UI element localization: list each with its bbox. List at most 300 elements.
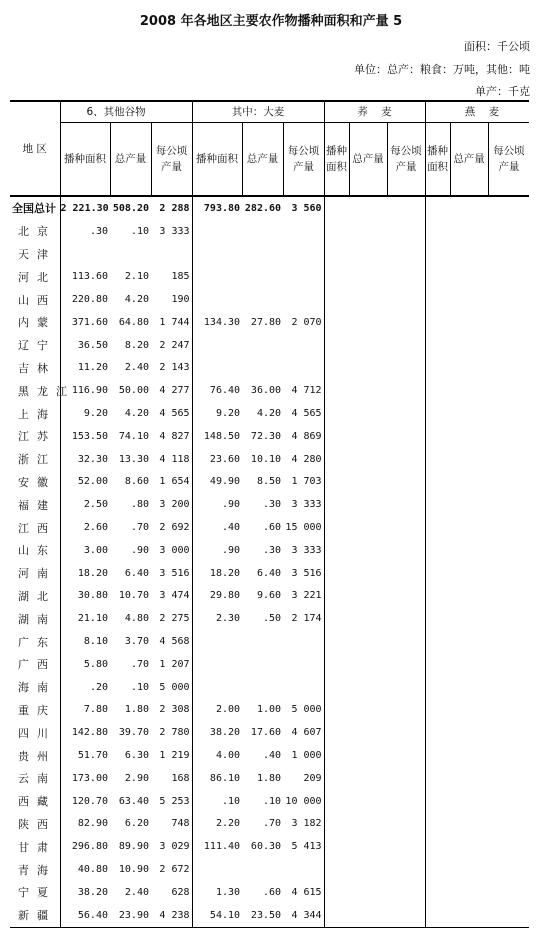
cell-empty bbox=[324, 630, 349, 653]
cell-b-yield: 4 344 bbox=[283, 904, 324, 927]
cell-b-area bbox=[192, 653, 242, 676]
cell-empty bbox=[387, 425, 425, 448]
table-row bbox=[10, 813, 529, 836]
cell-b-area: 2.00 bbox=[192, 699, 242, 722]
cell-empty bbox=[488, 585, 529, 608]
cell-o-yield: 3 474 bbox=[159, 590, 190, 602]
cell-o-yield: 190 bbox=[171, 294, 190, 306]
cell-b-yield: 1 703 bbox=[291, 476, 322, 488]
cell-b-out bbox=[242, 334, 283, 357]
cell-empty bbox=[425, 379, 450, 402]
table-row bbox=[10, 243, 529, 266]
table-row bbox=[10, 835, 529, 858]
cell-b-yield bbox=[283, 334, 324, 357]
table-row bbox=[10, 653, 529, 676]
cell-empty bbox=[324, 357, 349, 380]
cell-empty bbox=[450, 699, 488, 722]
cell-empty bbox=[387, 699, 425, 722]
cell-o-yield: 3 029 bbox=[159, 841, 190, 853]
cell-empty bbox=[450, 379, 488, 402]
cell-o-yield: 748 bbox=[171, 818, 190, 830]
cell-b-out: 10.10 bbox=[250, 453, 282, 465]
table-row bbox=[10, 858, 529, 881]
cell-empty bbox=[450, 196, 488, 220]
cell-b-yield: 1 000 bbox=[291, 750, 322, 762]
cell-o-yield: 3 333 bbox=[159, 225, 190, 237]
cell-empty bbox=[324, 448, 349, 471]
cell-o-yield: 4 277 bbox=[159, 385, 190, 397]
cell-o-area: 18.20 bbox=[60, 562, 110, 585]
cell-o-area: .20 bbox=[60, 676, 110, 699]
cell-b-out: 27.80 bbox=[250, 316, 282, 328]
cell-o-out: 508.20 bbox=[112, 202, 149, 214]
cell-b-out: .60 bbox=[262, 886, 282, 898]
cell-o-area: 52.00 bbox=[60, 471, 110, 494]
cell-b-yield: 5 000 bbox=[291, 704, 322, 716]
cell-o-yield: 4 118 bbox=[159, 453, 190, 465]
table-row bbox=[10, 265, 529, 288]
cell-empty bbox=[387, 607, 425, 630]
cell-b-area bbox=[192, 265, 242, 288]
cell-empty bbox=[488, 196, 529, 220]
cell-empty bbox=[488, 288, 529, 311]
table-row bbox=[10, 630, 529, 653]
cell-b-yield bbox=[283, 630, 324, 653]
cell-empty bbox=[324, 813, 349, 836]
cell-o-yield: 185 bbox=[171, 271, 190, 283]
col-header-buckwheat-area: 播种面积 bbox=[324, 123, 349, 197]
cell-empty bbox=[450, 881, 488, 904]
cell-empty bbox=[488, 334, 529, 357]
region-header: 地 区 bbox=[10, 101, 60, 196]
region-cell: 宁夏 bbox=[18, 886, 56, 900]
cell-empty bbox=[324, 744, 349, 767]
cell-o-out: 4.80 bbox=[124, 613, 149, 625]
cell-empty bbox=[450, 288, 488, 311]
cell-b-yield: 3 182 bbox=[291, 818, 322, 830]
cell-empty bbox=[488, 311, 529, 334]
cell-o-out: 2.40 bbox=[124, 886, 149, 898]
cell-o-area: 56.40 bbox=[60, 904, 110, 927]
cell-b-yield bbox=[283, 357, 324, 380]
cell-o-out: 2.90 bbox=[124, 772, 149, 784]
cell-empty bbox=[450, 585, 488, 608]
cell-o-yield: 4 827 bbox=[159, 430, 190, 442]
cell-empty bbox=[349, 196, 387, 220]
table-row bbox=[10, 493, 529, 516]
region-cell: 四川 bbox=[18, 726, 56, 740]
cell-empty bbox=[450, 357, 488, 380]
cell-empty bbox=[387, 288, 425, 311]
cell-empty bbox=[387, 653, 425, 676]
crop-table bbox=[10, 100, 529, 928]
cell-empty bbox=[349, 448, 387, 471]
cell-b-yield: 10 000 bbox=[285, 795, 322, 807]
cell-o-area bbox=[60, 243, 110, 266]
table-row bbox=[10, 904, 529, 927]
cell-empty bbox=[349, 402, 387, 425]
cell-empty bbox=[425, 425, 450, 448]
cell-b-area: 1.30 bbox=[192, 881, 242, 904]
cell-o-out: 74.10 bbox=[118, 430, 149, 442]
cell-b-yield bbox=[283, 653, 324, 676]
cell-empty bbox=[450, 425, 488, 448]
region-cell: 湖南 bbox=[18, 612, 56, 626]
cell-empty bbox=[349, 493, 387, 516]
cell-empty bbox=[349, 607, 387, 630]
cell-empty bbox=[488, 402, 529, 425]
table-row bbox=[10, 357, 529, 380]
cell-empty bbox=[450, 721, 488, 744]
cell-o-yield: 2 692 bbox=[159, 522, 190, 534]
table-row bbox=[10, 288, 529, 311]
cell-b-yield: 4 280 bbox=[291, 453, 322, 465]
col-header-barley-area: 播种面积 bbox=[192, 123, 242, 197]
cell-o-area: 38.20 bbox=[60, 881, 110, 904]
cell-empty bbox=[349, 539, 387, 562]
cell-b-area bbox=[192, 288, 242, 311]
cell-b-area: 2.20 bbox=[192, 813, 242, 836]
cell-o-out: 50.00 bbox=[118, 385, 149, 397]
table-row bbox=[10, 311, 529, 334]
cell-empty bbox=[349, 265, 387, 288]
cell-empty bbox=[425, 767, 450, 790]
table-row bbox=[10, 539, 529, 562]
cell-empty bbox=[387, 721, 425, 744]
cell-o-yield: 2 672 bbox=[159, 864, 190, 875]
cell-b-yield bbox=[283, 288, 324, 311]
cell-empty bbox=[488, 767, 529, 790]
col-header-oats-yield: 每公顷 产量 bbox=[488, 123, 529, 197]
cell-empty bbox=[324, 653, 349, 676]
col-header-barley-yield: 每公顷 产量 bbox=[283, 123, 324, 197]
cell-empty bbox=[349, 699, 387, 722]
col-header-other-grains-output: 总产量 bbox=[110, 123, 151, 197]
cell-empty bbox=[387, 357, 425, 380]
cell-b-out: 17.60 bbox=[250, 727, 282, 739]
cell-empty bbox=[324, 858, 349, 881]
region-cell: 山东 bbox=[18, 544, 56, 558]
cell-empty bbox=[387, 516, 425, 539]
cell-b-out: .40 bbox=[262, 750, 282, 762]
cell-o-yield: 2 275 bbox=[159, 613, 190, 625]
cell-o-area: 36.50 bbox=[60, 334, 110, 357]
cell-empty bbox=[349, 288, 387, 311]
cell-empty bbox=[425, 265, 450, 288]
region-cell: 甘肃 bbox=[18, 840, 56, 854]
cell-empty bbox=[425, 471, 450, 494]
cell-empty bbox=[387, 243, 425, 266]
cell-empty bbox=[349, 471, 387, 494]
cell-empty bbox=[349, 767, 387, 790]
cell-empty bbox=[324, 311, 349, 334]
cell-o-yield: 2 247 bbox=[159, 339, 190, 351]
cell-b-yield: 4 607 bbox=[291, 727, 322, 739]
cell-empty bbox=[349, 562, 387, 585]
region-cell: 青海 bbox=[18, 863, 56, 877]
cell-empty bbox=[324, 562, 349, 585]
cell-empty bbox=[425, 744, 450, 767]
cell-o-yield: 2 308 bbox=[159, 704, 190, 716]
cell-empty bbox=[450, 311, 488, 334]
cell-empty bbox=[450, 653, 488, 676]
region-cell: 河南 bbox=[18, 567, 56, 581]
cell-o-area: 2.50 bbox=[60, 493, 110, 516]
cell-o-out: 3.70 bbox=[124, 636, 149, 648]
table-row bbox=[10, 881, 529, 904]
cell-b-yield bbox=[283, 220, 324, 243]
cell-empty bbox=[324, 585, 349, 608]
table-row bbox=[10, 471, 529, 494]
cell-empty bbox=[349, 676, 387, 699]
cell-b-area: 29.80 bbox=[192, 585, 242, 608]
cell-b-area: 793.80 bbox=[192, 196, 242, 220]
cell-empty bbox=[488, 607, 529, 630]
cell-empty bbox=[425, 243, 450, 266]
cell-o-area: 153.50 bbox=[60, 425, 110, 448]
cell-o-out: 4.20 bbox=[124, 294, 149, 306]
cell-o-area: 21.10 bbox=[60, 607, 110, 630]
cell-empty bbox=[450, 676, 488, 699]
cell-o-out: .10 bbox=[130, 225, 149, 237]
cell-o-area: 173.00 bbox=[60, 767, 110, 790]
cell-o-out: 2.40 bbox=[124, 362, 149, 374]
cell-b-area: 86.10 bbox=[192, 767, 242, 790]
cell-empty bbox=[488, 881, 529, 904]
cell-o-area: 2 221.30 bbox=[60, 196, 110, 220]
cell-empty bbox=[450, 516, 488, 539]
cell-b-yield: 4 615 bbox=[291, 886, 322, 898]
table-row bbox=[10, 220, 529, 243]
cell-empty bbox=[324, 288, 349, 311]
cell-empty bbox=[324, 881, 349, 904]
cell-empty bbox=[324, 220, 349, 243]
cell-o-area: 113.60 bbox=[60, 265, 110, 288]
cell-empty bbox=[488, 243, 529, 266]
cell-empty bbox=[488, 721, 529, 744]
cell-o-out: 23.90 bbox=[110, 904, 151, 927]
col-header-other-grains-yield: 每公顷 产量 bbox=[151, 123, 192, 197]
cell-empty bbox=[425, 607, 450, 630]
cell-empty bbox=[425, 334, 450, 357]
cell-empty bbox=[387, 744, 425, 767]
cell-empty bbox=[387, 790, 425, 813]
region-cell: 内蒙 bbox=[18, 316, 56, 330]
cell-o-area: 8.10 bbox=[60, 630, 110, 653]
cell-empty bbox=[488, 516, 529, 539]
cell-empty bbox=[425, 311, 450, 334]
region-cell: 浙江 bbox=[18, 453, 56, 467]
region-cell: 西藏 bbox=[18, 795, 56, 809]
cell-empty bbox=[450, 858, 488, 881]
cell-b-out: .30 bbox=[262, 499, 282, 511]
cell-empty bbox=[349, 813, 387, 836]
cell-o-out: 8.60 bbox=[124, 476, 149, 488]
cell-empty bbox=[324, 471, 349, 494]
cell-empty bbox=[387, 585, 425, 608]
cell-empty bbox=[488, 653, 529, 676]
cell-empty bbox=[488, 425, 529, 448]
table-row bbox=[10, 562, 529, 585]
cell-o-yield bbox=[151, 243, 192, 266]
cell-o-area: 371.60 bbox=[60, 311, 110, 334]
cell-o-out: 89.90 bbox=[118, 841, 149, 853]
cell-b-area: 23.60 bbox=[192, 448, 242, 471]
cell-empty bbox=[450, 448, 488, 471]
cell-b-area bbox=[192, 676, 242, 699]
cell-o-out: 13.30 bbox=[118, 453, 149, 465]
cell-empty bbox=[349, 425, 387, 448]
cell-o-out: 6.30 bbox=[124, 750, 149, 762]
cell-empty bbox=[488, 379, 529, 402]
cell-empty bbox=[488, 904, 529, 927]
cell-b-area: 54.10 bbox=[192, 904, 242, 927]
cell-empty bbox=[324, 379, 349, 402]
cell-o-yield: 628 bbox=[171, 886, 190, 898]
cell-empty bbox=[488, 562, 529, 585]
cell-b-out: 23.50 bbox=[242, 904, 283, 927]
cell-empty bbox=[387, 493, 425, 516]
cell-o-area: 30.80 bbox=[60, 585, 110, 608]
table-row bbox=[10, 402, 529, 425]
cell-b-out: 60.30 bbox=[250, 841, 282, 853]
cell-empty bbox=[324, 767, 349, 790]
cell-b-yield: 2 174 bbox=[291, 613, 322, 625]
cell-empty bbox=[387, 311, 425, 334]
cell-o-area: .30 bbox=[60, 220, 110, 243]
cell-o-out: 4.20 bbox=[124, 408, 149, 420]
cell-b-out bbox=[242, 653, 283, 676]
cell-empty bbox=[450, 607, 488, 630]
table-row bbox=[10, 425, 529, 448]
cell-empty bbox=[387, 220, 425, 243]
area-unit-note: 面积：千公顷 bbox=[464, 40, 530, 53]
cell-b-yield: 4 712 bbox=[291, 385, 322, 397]
region-cell: 贵州 bbox=[18, 749, 56, 763]
cell-o-yield: 168 bbox=[171, 772, 190, 784]
cell-b-out bbox=[242, 288, 283, 311]
cell-o-area: 51.70 bbox=[60, 744, 110, 767]
cell-o-area: 3.00 bbox=[60, 539, 110, 562]
cell-empty bbox=[488, 265, 529, 288]
cell-b-out bbox=[242, 676, 283, 699]
cell-empty bbox=[387, 562, 425, 585]
cell-b-yield bbox=[283, 858, 324, 881]
cell-b-area: 148.50 bbox=[192, 425, 242, 448]
cell-empty bbox=[349, 630, 387, 653]
group-header-other-grains: 6、其他谷物 bbox=[60, 101, 192, 123]
cell-b-area bbox=[192, 630, 242, 653]
cell-empty bbox=[450, 562, 488, 585]
cell-empty bbox=[450, 904, 488, 927]
cell-empty bbox=[349, 357, 387, 380]
cell-empty bbox=[450, 790, 488, 813]
cell-empty bbox=[425, 858, 450, 881]
table-row bbox=[10, 699, 529, 722]
col-header-buckwheat-yield: 每公顷 产量 bbox=[387, 123, 425, 197]
region-cell: 陕西 bbox=[18, 817, 56, 831]
cell-empty bbox=[450, 835, 488, 858]
cell-b-yield bbox=[283, 265, 324, 288]
cell-empty bbox=[488, 676, 529, 699]
cell-empty bbox=[450, 767, 488, 790]
cell-empty bbox=[349, 744, 387, 767]
cell-empty bbox=[425, 835, 450, 858]
cell-empty bbox=[324, 425, 349, 448]
cell-empty bbox=[488, 493, 529, 516]
table-row bbox=[10, 196, 529, 220]
region-cell: 重庆 bbox=[18, 703, 56, 717]
cell-b-yield: 15 000 bbox=[285, 522, 322, 534]
cell-b-area: 4.00 bbox=[192, 744, 242, 767]
cell-b-yield bbox=[283, 676, 324, 699]
cell-o-yield: 5 000 bbox=[159, 681, 190, 693]
cell-o-out: 6.40 bbox=[124, 567, 149, 579]
cell-b-area bbox=[192, 357, 242, 380]
cell-o-yield: 4 238 bbox=[151, 904, 192, 927]
region-cell: 广东 bbox=[18, 635, 56, 649]
table-row bbox=[10, 448, 529, 471]
cell-b-yield: 4 565 bbox=[291, 408, 322, 420]
col-header-oats-output: 总产量 bbox=[450, 123, 488, 197]
table-row bbox=[10, 767, 529, 790]
cell-empty bbox=[425, 448, 450, 471]
unit-note: 单位：总产：粮食：万吨，其他：吨 bbox=[354, 63, 530, 76]
cell-empty bbox=[425, 220, 450, 243]
cell-b-out: 6.40 bbox=[256, 567, 282, 579]
cell-b-out bbox=[242, 858, 283, 881]
cell-empty bbox=[349, 653, 387, 676]
cell-empty bbox=[450, 471, 488, 494]
cell-empty bbox=[425, 653, 450, 676]
cell-b-area: 134.30 bbox=[192, 311, 242, 334]
cell-o-yield: 5 253 bbox=[159, 795, 190, 807]
region-cell: 上海 bbox=[18, 407, 56, 421]
cell-empty bbox=[349, 904, 387, 927]
group-header-oats: 燕 麦 bbox=[425, 101, 529, 123]
region-cell: 新疆 bbox=[10, 904, 60, 927]
cell-b-yield: 3 516 bbox=[291, 567, 322, 579]
region-cell: 北京 bbox=[18, 225, 56, 239]
cell-o-out: .70 bbox=[130, 658, 149, 670]
cell-o-yield: 4 568 bbox=[159, 636, 190, 648]
cell-b-area: 9.20 bbox=[192, 402, 242, 425]
cell-b-yield: 209 bbox=[303, 772, 322, 784]
cell-empty bbox=[488, 835, 529, 858]
col-header-oats-area: 播种面积 bbox=[425, 123, 450, 197]
cell-empty bbox=[488, 790, 529, 813]
cell-o-out: .70 bbox=[130, 522, 149, 534]
cell-o-out: 2.10 bbox=[124, 271, 149, 283]
cell-o-yield: 3 000 bbox=[159, 544, 190, 556]
cell-o-area: 40.80 bbox=[60, 858, 110, 881]
cell-o-area: 82.90 bbox=[60, 813, 110, 836]
cell-o-out: 6.20 bbox=[124, 818, 149, 830]
cell-empty bbox=[488, 448, 529, 471]
cell-empty bbox=[387, 334, 425, 357]
cell-empty bbox=[425, 881, 450, 904]
cell-o-area: 120.70 bbox=[60, 790, 110, 813]
region-cell: 福建 bbox=[18, 498, 56, 512]
cell-b-out: 1.80 bbox=[256, 772, 282, 784]
cell-b-out bbox=[242, 265, 283, 288]
cell-empty bbox=[324, 607, 349, 630]
cell-o-out: .80 bbox=[130, 499, 149, 511]
region-cell: 辽宁 bbox=[18, 339, 56, 353]
cell-empty bbox=[387, 835, 425, 858]
cell-empty bbox=[349, 881, 387, 904]
table-row bbox=[10, 334, 529, 357]
